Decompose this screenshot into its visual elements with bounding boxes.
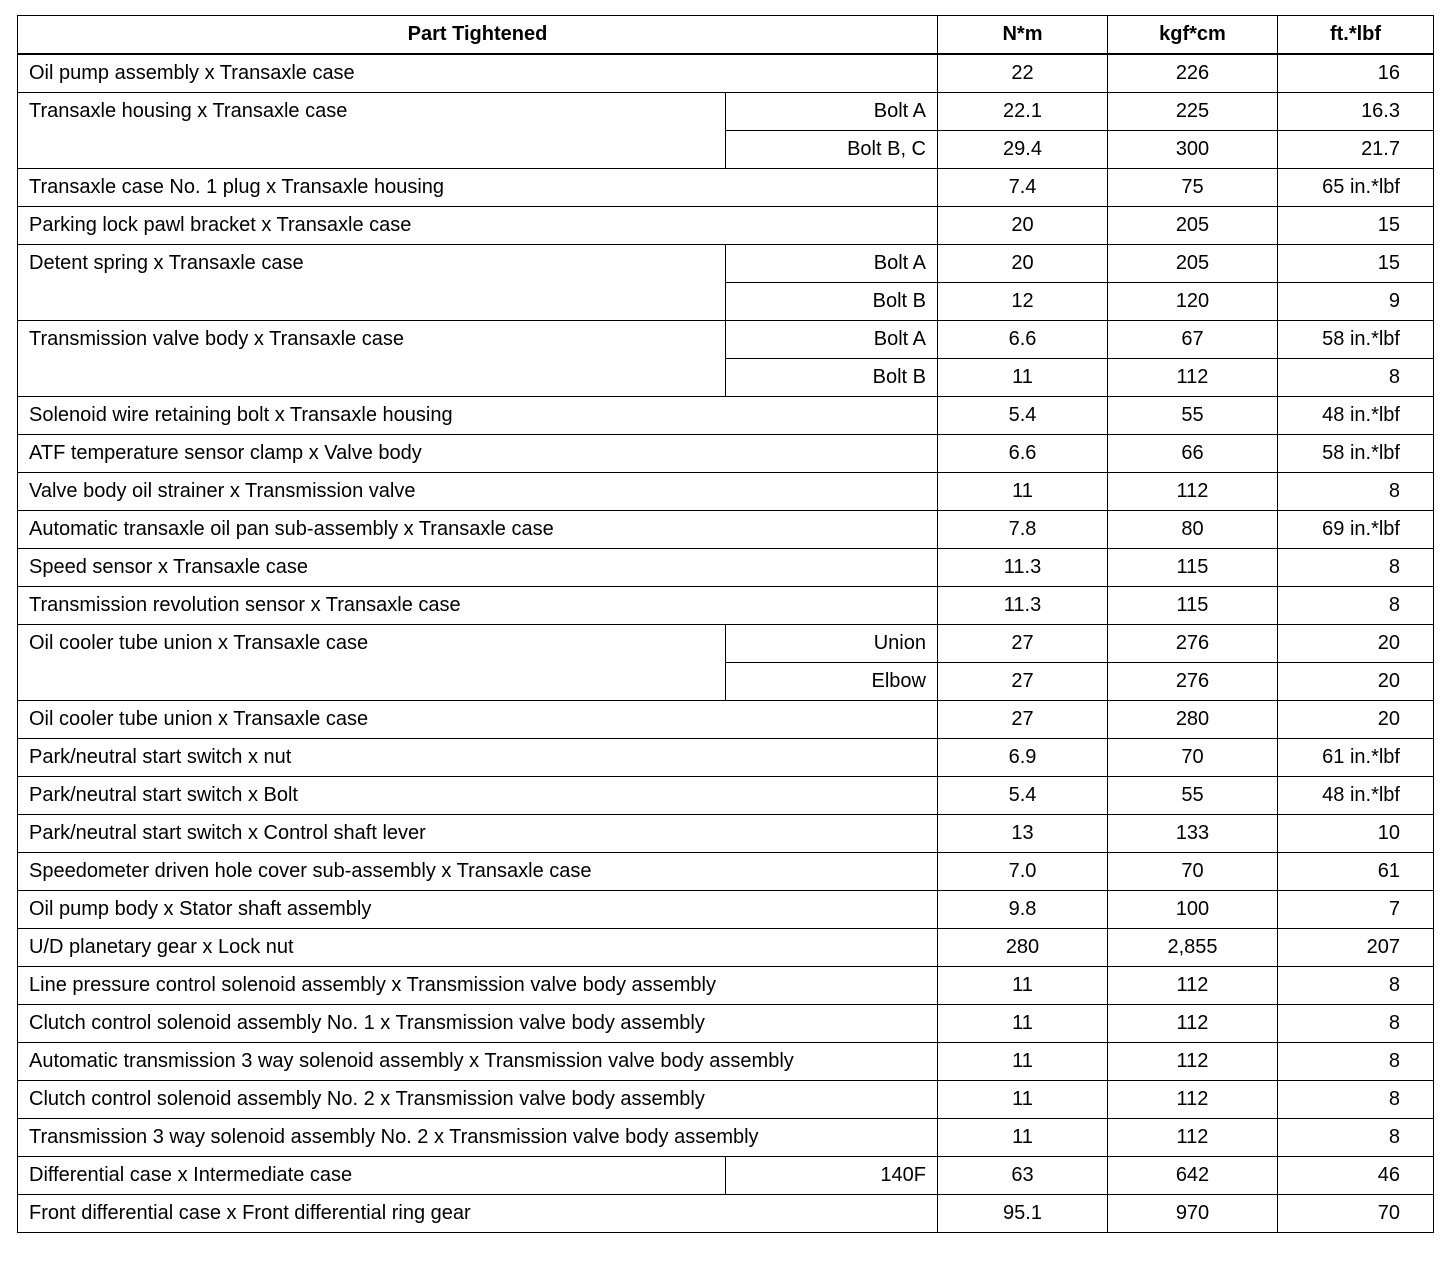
part-tightened-cell: Oil pump body x Stator shaft assembly	[18, 891, 938, 929]
kgfcm-value-cell: 226	[1108, 54, 1278, 93]
nm-value-cell: 280	[938, 929, 1108, 967]
kgfcm-value-cell: 115	[1108, 587, 1278, 625]
ftlbf-value-cell: 46	[1278, 1157, 1434, 1195]
header-part-tightened: Part Tightened	[18, 16, 938, 55]
torque-specification-table	[17, 15, 1434, 1233]
bolt-label-cell: 140F	[726, 1157, 938, 1195]
ftlbf-value-cell: 8	[1278, 1081, 1434, 1119]
ftlbf-value-cell: 15	[1278, 207, 1434, 245]
kgfcm-value-cell: 225	[1108, 93, 1278, 131]
table-row	[18, 625, 1434, 663]
ftlbf-value-cell: 10	[1278, 815, 1434, 853]
table-row	[18, 739, 1434, 777]
header-nm: N*m	[938, 16, 1108, 55]
ftlbf-value-cell: 207	[1278, 929, 1434, 967]
kgfcm-value-cell: 75	[1108, 169, 1278, 207]
bolt-label-cell: Bolt A	[726, 93, 938, 131]
ftlbf-value-cell: 21.7	[1278, 131, 1434, 169]
table-row	[18, 435, 1434, 473]
part-tightened-cell: Park/neutral start switch x Bolt	[18, 777, 938, 815]
kgfcm-value-cell: 133	[1108, 815, 1278, 853]
table-row	[18, 1157, 1434, 1195]
ftlbf-value-cell: 9	[1278, 283, 1434, 321]
ftlbf-value-cell: 58 in.*lbf	[1278, 321, 1434, 359]
ftlbf-value-cell: 8	[1278, 967, 1434, 1005]
nm-value-cell: 27	[938, 701, 1108, 739]
ftlbf-value-cell: 7	[1278, 891, 1434, 929]
nm-value-cell: 95.1	[938, 1195, 1108, 1233]
nm-value-cell: 6.9	[938, 739, 1108, 777]
part-tightened-cell: Clutch control solenoid assembly No. 2 x Transmission valve body assembly	[18, 1081, 938, 1119]
table-row	[18, 321, 1434, 359]
kgfcm-value-cell: 115	[1108, 549, 1278, 587]
part-tightened-cell: Oil cooler tube union x Transaxle case	[18, 701, 938, 739]
nm-value-cell: 20	[938, 207, 1108, 245]
ftlbf-value-cell: 48 in.*lbf	[1278, 397, 1434, 435]
part-tightened-cell: ATF temperature sensor clamp x Valve body	[18, 435, 938, 473]
bolt-label-cell: Elbow	[726, 663, 938, 701]
nm-value-cell: 7.0	[938, 853, 1108, 891]
nm-value-cell: 20	[938, 245, 1108, 283]
kgfcm-value-cell: 112	[1108, 1043, 1278, 1081]
nm-value-cell: 29.4	[938, 131, 1108, 169]
table-row	[18, 1195, 1434, 1233]
ftlbf-value-cell: 16.3	[1278, 93, 1434, 131]
part-tightened-cell: Park/neutral start switch x nut	[18, 739, 938, 777]
bolt-label-cell: Bolt B	[726, 359, 938, 397]
part-tightened-cell: Detent spring x Transaxle case	[18, 245, 726, 321]
ftlbf-value-cell: 16	[1278, 54, 1434, 93]
bolt-label-cell: Bolt B	[726, 283, 938, 321]
table-row	[18, 1119, 1434, 1157]
nm-value-cell: 5.4	[938, 777, 1108, 815]
table-row	[18, 1043, 1434, 1081]
table-row	[18, 701, 1434, 739]
kgfcm-value-cell: 205	[1108, 207, 1278, 245]
part-tightened-cell: Line pressure control solenoid assembly x Transmission valve body assembly	[18, 967, 938, 1005]
kgfcm-value-cell: 970	[1108, 1195, 1278, 1233]
part-tightened-cell: Front differential case x Front differential ring gear	[18, 1195, 938, 1233]
ftlbf-value-cell: 8	[1278, 587, 1434, 625]
bolt-label-cell: Bolt B, C	[726, 131, 938, 169]
ftlbf-value-cell: 65 in.*lbf	[1278, 169, 1434, 207]
nm-value-cell: 11	[938, 1119, 1108, 1157]
ftlbf-value-cell: 70	[1278, 1195, 1434, 1233]
ftlbf-value-cell: 69 in.*lbf	[1278, 511, 1434, 549]
part-tightened-cell: Transaxle housing x Transaxle case	[18, 93, 726, 169]
nm-value-cell: 11	[938, 359, 1108, 397]
nm-value-cell: 11.3	[938, 587, 1108, 625]
part-tightened-cell: Transaxle case No. 1 plug x Transaxle housing	[18, 169, 938, 207]
table-row	[18, 587, 1434, 625]
part-tightened-cell: Speed sensor x Transaxle case	[18, 549, 938, 587]
bolt-label-cell: Union	[726, 625, 938, 663]
table-row	[18, 473, 1434, 511]
bolt-label-cell: Bolt A	[726, 321, 938, 359]
kgfcm-value-cell: 80	[1108, 511, 1278, 549]
part-tightened-cell: Clutch control solenoid assembly No. 1 x Transmission valve body assembly	[18, 1005, 938, 1043]
header-kgfcm: kgf*cm	[1108, 16, 1278, 55]
table-row	[18, 511, 1434, 549]
ftlbf-value-cell: 20	[1278, 663, 1434, 701]
part-tightened-cell: Speedometer driven hole cover sub-assembly x Transaxle case	[18, 853, 938, 891]
table-row	[18, 93, 1434, 131]
table-row	[18, 777, 1434, 815]
nm-value-cell: 11	[938, 1005, 1108, 1043]
kgfcm-value-cell: 55	[1108, 777, 1278, 815]
ftlbf-value-cell: 8	[1278, 359, 1434, 397]
table-row	[18, 853, 1434, 891]
kgfcm-value-cell: 112	[1108, 1119, 1278, 1157]
kgfcm-value-cell: 276	[1108, 663, 1278, 701]
nm-value-cell: 6.6	[938, 321, 1108, 359]
kgfcm-value-cell: 70	[1108, 853, 1278, 891]
nm-value-cell: 6.6	[938, 435, 1108, 473]
ftlbf-value-cell: 15	[1278, 245, 1434, 283]
kgfcm-value-cell: 70	[1108, 739, 1278, 777]
part-tightened-cell: Solenoid wire retaining bolt x Transaxle housing	[18, 397, 938, 435]
table-row	[18, 549, 1434, 587]
kgfcm-value-cell: 100	[1108, 891, 1278, 929]
kgfcm-value-cell: 112	[1108, 967, 1278, 1005]
table-row	[18, 1005, 1434, 1043]
part-tightened-cell: Automatic transmission 3 way solenoid assembly x Transmission valve body assembly	[18, 1043, 938, 1081]
nm-value-cell: 22.1	[938, 93, 1108, 131]
ftlbf-value-cell: 20	[1278, 625, 1434, 663]
ftlbf-value-cell: 58 in.*lbf	[1278, 435, 1434, 473]
part-tightened-cell: Oil cooler tube union x Transaxle case	[18, 625, 726, 701]
kgfcm-value-cell: 67	[1108, 321, 1278, 359]
part-tightened-cell: Transmission valve body x Transaxle case	[18, 321, 726, 397]
nm-value-cell: 27	[938, 663, 1108, 701]
nm-value-cell: 13	[938, 815, 1108, 853]
nm-value-cell: 7.4	[938, 169, 1108, 207]
table-row	[18, 54, 1434, 93]
kgfcm-value-cell: 112	[1108, 1081, 1278, 1119]
part-tightened-cell: Differential case x Intermediate case	[18, 1157, 726, 1195]
nm-value-cell: 9.8	[938, 891, 1108, 929]
ftlbf-value-cell: 61	[1278, 853, 1434, 891]
table-row	[18, 815, 1434, 853]
nm-value-cell: 11	[938, 1081, 1108, 1119]
header-ftlbf: ft.*lbf	[1278, 16, 1434, 55]
table-row	[18, 169, 1434, 207]
ftlbf-value-cell: 61 in.*lbf	[1278, 739, 1434, 777]
kgfcm-value-cell: 112	[1108, 359, 1278, 397]
kgfcm-value-cell: 280	[1108, 701, 1278, 739]
bolt-label-cell: Bolt A	[726, 245, 938, 283]
kgfcm-value-cell: 120	[1108, 283, 1278, 321]
table-row	[18, 891, 1434, 929]
nm-value-cell: 11.3	[938, 549, 1108, 587]
table-row	[18, 207, 1434, 245]
ftlbf-value-cell: 8	[1278, 1119, 1434, 1157]
part-tightened-cell: U/D planetary gear x Lock nut	[18, 929, 938, 967]
header-row	[18, 16, 1434, 55]
part-tightened-cell: Transmission revolution sensor x Transaxle case	[18, 587, 938, 625]
kgfcm-value-cell: 205	[1108, 245, 1278, 283]
part-tightened-cell: Automatic transaxle oil pan sub-assembly x Transaxle case	[18, 511, 938, 549]
nm-value-cell: 27	[938, 625, 1108, 663]
table-row	[18, 245, 1434, 283]
table-row	[18, 1081, 1434, 1119]
kgfcm-value-cell: 66	[1108, 435, 1278, 473]
part-tightened-cell: Transmission 3 way solenoid assembly No. 2 x Transmission valve body assembly	[18, 1119, 938, 1157]
kgfcm-value-cell: 276	[1108, 625, 1278, 663]
ftlbf-value-cell: 8	[1278, 549, 1434, 587]
table-row	[18, 397, 1434, 435]
kgfcm-value-cell: 112	[1108, 1005, 1278, 1043]
table-row	[18, 929, 1434, 967]
ftlbf-value-cell: 8	[1278, 1005, 1434, 1043]
ftlbf-value-cell: 8	[1278, 1043, 1434, 1081]
kgfcm-value-cell: 642	[1108, 1157, 1278, 1195]
part-tightened-cell: Park/neutral start switch x Control shaft lever	[18, 815, 938, 853]
nm-value-cell: 63	[938, 1157, 1108, 1195]
kgfcm-value-cell: 55	[1108, 397, 1278, 435]
nm-value-cell: 22	[938, 54, 1108, 93]
nm-value-cell: 7.8	[938, 511, 1108, 549]
kgfcm-value-cell: 2,855	[1108, 929, 1278, 967]
nm-value-cell: 11	[938, 473, 1108, 511]
nm-value-cell: 11	[938, 1043, 1108, 1081]
part-tightened-cell: Parking lock pawl bracket x Transaxle case	[18, 207, 938, 245]
part-tightened-cell: Valve body oil strainer x Transmission valve	[18, 473, 938, 511]
table-row	[18, 967, 1434, 1005]
table-body	[18, 54, 1434, 1233]
ftlbf-value-cell: 20	[1278, 701, 1434, 739]
nm-value-cell: 12	[938, 283, 1108, 321]
kgfcm-value-cell: 300	[1108, 131, 1278, 169]
part-tightened-cell: Oil pump assembly x Transaxle case	[18, 54, 938, 93]
nm-value-cell: 11	[938, 967, 1108, 1005]
ftlbf-value-cell: 48 in.*lbf	[1278, 777, 1434, 815]
ftlbf-value-cell: 8	[1278, 473, 1434, 511]
kgfcm-value-cell: 112	[1108, 473, 1278, 511]
nm-value-cell: 5.4	[938, 397, 1108, 435]
